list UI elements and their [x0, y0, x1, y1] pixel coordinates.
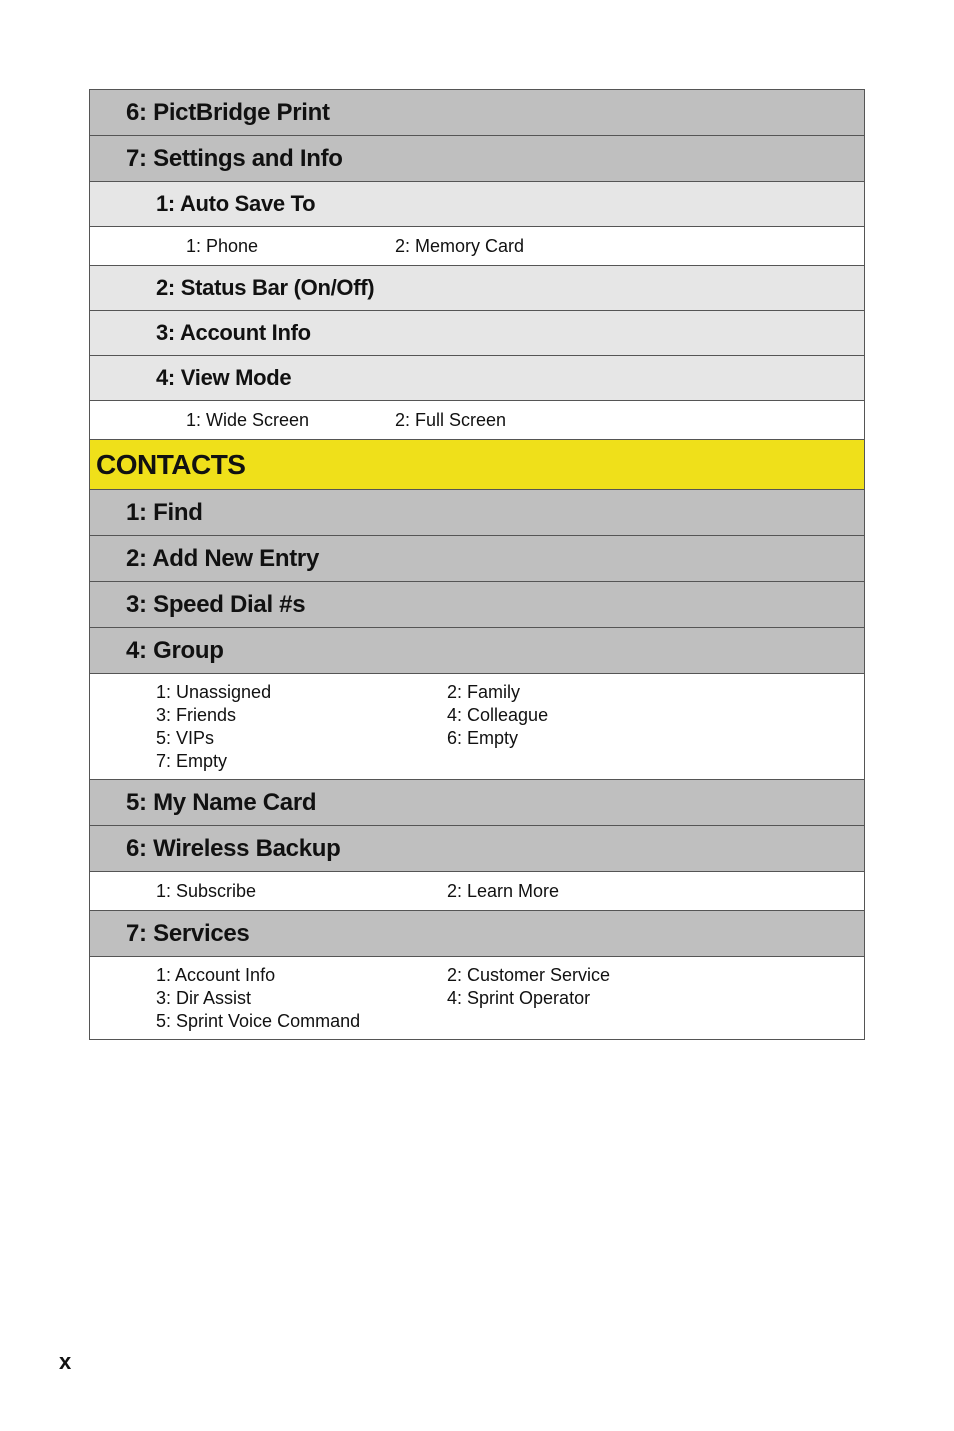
option-item: 2: Family: [447, 682, 521, 702]
option-item: 2: Learn More: [447, 880, 560, 901]
submenu-item-status-bar: [90, 266, 864, 311]
option-item: 5: VIPs: [156, 728, 215, 748]
menu-item-label: 5: My Name Card: [126, 788, 317, 816]
section-header-contacts: [90, 440, 864, 490]
option-item: 2: Full Screen: [395, 409, 507, 430]
submenu-item-account-info: [90, 311, 864, 356]
option-item: 1: Subscribe: [156, 880, 257, 901]
menu-item-label: 7: Services: [126, 919, 250, 947]
option-item: 1: Phone: [186, 235, 259, 256]
option-item: 7: Empty: [156, 751, 228, 771]
option-item: 5: Sprint Voice Command: [156, 1011, 361, 1031]
submenu-item-view-mode: [90, 356, 864, 401]
menu-table: [89, 89, 865, 1040]
menu-item-speed-dial: [90, 582, 864, 628]
options-auto-save-to: [90, 227, 864, 266]
menu-item-add-new-entry: [90, 536, 864, 582]
section-title: CONTACTS: [96, 448, 246, 480]
submenu-item-label: 4: View Mode: [156, 365, 292, 390]
options-services: [90, 957, 864, 1040]
menu-item-label: 1: Find: [126, 498, 203, 526]
option-item: 6: Empty: [447, 728, 519, 748]
menu-item-label: 6: PictBridge Print: [126, 98, 330, 126]
option-item: 2: Memory Card: [395, 235, 525, 256]
option-item: 3: Dir Assist: [156, 988, 252, 1008]
option-item: 1: Unassigned: [156, 682, 272, 702]
submenu-item-label: 3: Account Info: [156, 320, 311, 345]
submenu-item-label: 1: Auto Save To: [156, 191, 316, 216]
menu-item-label: 7: Settings and Info: [126, 144, 343, 172]
menu-item-wireless-backup: [90, 826, 864, 872]
menu-item-group: [90, 628, 864, 674]
menu-item-label: 4: Group: [126, 636, 224, 664]
menu-item-pictbridge-print: [90, 90, 864, 136]
options-wireless-backup: [90, 872, 864, 911]
option-item: 2: Customer Service: [447, 965, 611, 985]
menu-item-label: 2: Add New Entry: [126, 544, 320, 572]
option-item: 1: Wide Screen: [186, 409, 310, 430]
option-item: 4: Colleague: [447, 705, 549, 725]
submenu-item-label: 2: Status Bar (On/Off): [156, 275, 375, 300]
menu-item-my-name-card: [90, 780, 864, 826]
menu-item-services: [90, 911, 864, 957]
menu-item-find: [90, 490, 864, 536]
option-item: 4: Sprint Operator: [447, 988, 591, 1008]
option-item: 1: Account Info: [156, 965, 276, 985]
page-number: x: [59, 1349, 72, 1374]
menu-item-settings-and-info: [90, 136, 864, 182]
menu-item-label: 3: Speed Dial #s: [126, 590, 306, 618]
menu-item-label: 6: Wireless Backup: [126, 834, 341, 862]
options-group: [90, 674, 864, 780]
options-view-mode: [90, 401, 864, 440]
option-item: 3: Friends: [156, 705, 237, 725]
submenu-item-auto-save-to: [90, 182, 864, 227]
